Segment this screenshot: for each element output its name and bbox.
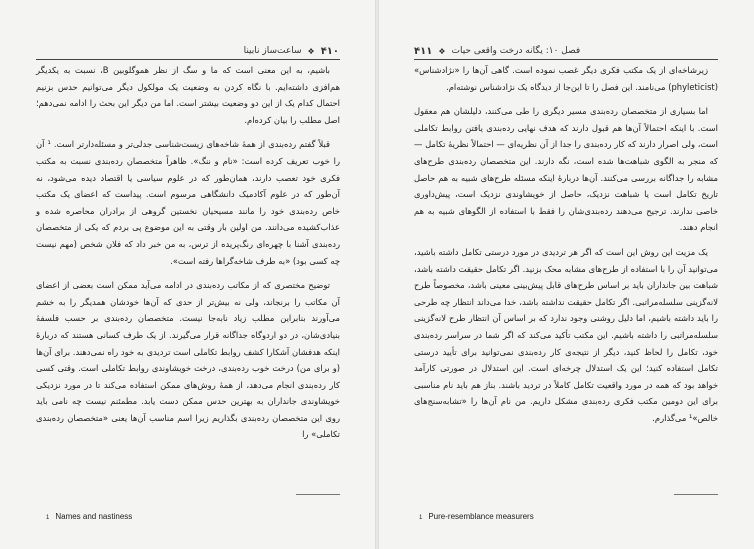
separator-ornament-icon: ❖ (438, 46, 446, 56)
page-number: ۴۱۱ (414, 45, 433, 57)
footnote-rule (674, 494, 718, 495)
right-page-header (414, 44, 718, 58)
paragraph: زیرشاخه‌ای از یک مکتب فکری دیگر غصب نموده است. گاهی آن‌ها را «نژادشناس» (phyleticist) می‌نامند. این فصل را تا این‌جا از دیدگاه یک نژادشناس نوشته‌ام. (414, 65, 718, 92)
footnote (419, 512, 534, 521)
paragraph: توضیح مختصری که از مکاتب رده‌بندی در ادامه می‌آید ممکن است بعضی از اعضای آن مکاتب را برنجاند، ولی نه بیش‌تر از حدی که آن‌ها خودشان همدیگر را به خشم می‌آورند بنابراین مطلب زیاد نابه‌جا نیست. متخصصان رده‌بندی بر حسب فلسفهٔ بنیادی‌شان، در دو اردوگاه جداگانه قرار می‌گیرند. از یک طرف کسانی هستند که دربارهٔ اینکه هدفشان آشکارا کشف روابط تکاملی است تردیدی به خود راه نمی‌دهند. برای آن‌ها (و برای من) درخت خوب رده‌بندی، درخت خویشاوندی روابط تکاملی است. وقتی کسی کار رده‌بندی انجام می‌دهد، از همهٔ روش‌های ممکن استفاده می‌کند تا در مورد نزدیکی خویشاوندی جانداران به بهترین حدس ممکن دست یابد. مطمئنم نیست چه نامی باید روی این متخصصان رده‌بندی بگذاریم زیرا اسم مناسب آن‌ها یعنی «متخصصان رده‌بندی تکاملی» را (36, 280, 340, 440)
footnote-rule (296, 494, 340, 495)
paragraph: اما بسیاری از متخصصان رده‌بندی مسیر دیگری را طی می‌کنند، دلیلشان هم معقول است. با اینکه احتمالاً آن‌ها هم قبول دارند که هدف نهایی رده‌بندی یافتن روابط تکاملی است، ولی اصرار دارند که کار رده‌بندی را جدا از آن نظریه‌ای — احتمالاً نظریهٔ تکامل — که منجر به الگوی شباهت‌ها شده است، نگه دارند. این متخصصان رده‌بندی طرح‌های مشابه را جداگانه بررسی می‌کنند. آن‌ها دربارهٔ اینکه مسئله طرح‌های شبیه به هم حاصل تاریخ تکامل است یا شباهت نزدیک، حاصل از خویشاوندی نزدیک است، پیش‌داوری خاصی ندارند. ترجیح می‌دهند رده‌بندی‌شان را فقط با استفاده از الگوهای شبیه به هم انجام دهند. (414, 106, 718, 233)
right-page-body (414, 62, 718, 426)
running-head: فصل ۱۰: یگانه درخت واقعی حیات (451, 46, 581, 56)
page-number: ۴۱۰ (320, 45, 339, 57)
paragraph: یک مزیت این روش این است که اگر هر تردیدی در مورد درستی تکامل داشته باشید، می‌توانید آن را با استفاده از طرح‌های مشابه محک بزنید. اگر تکامل حقیقت داشته باشد، شباهت بین جانداران باید بر اساس طرح‌های قابل پیش‌بینی معینی باشد، مخصوصاً طرح لانه‌گزینی سلسله‌مراتبی. اگر تکامل حقیقت نداشته باشد، خدا می‌داند انتظار چه طرحی را باید داشته باشیم، اما دلیل روشنی وجود ندارد که بر اساس آن انتظار طرح لانه‌گزینی سلسله‌مراتبی را داشته باشیم. این مکتب تأکید می‌کند که اگر شما در سراسر رده‌بندی خود، تکامل را لحاظ کنید، دیگر از نتیجه‌ی کار رده‌بندی نمی‌توانید برای تأیید درستی تکامل استفاده کنید؛ این یک استدلال چرخه‌ای است. این استدلال در صورتی کارآمد خواهد بود که همه در مورد واقعیت تکامل کاملاً در تردید باشند. بناز هم باید نام مناسبی برای این دومین مکتب فکری رده‌بندی مشکل داریم. من نام آن‌ها را «تشابه‌سنج‌های خالص»¹ می‌گذارم. (414, 246, 718, 423)
paragraph: قبلاً گفتم رده‌بندی از همهٔ شاخه‌های زیست‌شناسی جدلی‌تر و مسئله‌دارتر است. ¹ آن را خوب تعریف کرده است: «نام و ننگ». ظاهراً متخصصان رده‌بندی نسبت به مکتب فکری خود تعصب دارند، همان‌طور که در علوم سیاسی یا اقتصاد دیده می‌شود، نه آن‌طور که در علوم آکادمیک دانشگاهی مرسوم است. پیداست که اعضای یک مکتب خاص رده‌بندی خود را مانند مسیحیان نخستین گروهی از برادران محاصره شده و عذاب‌کشیده می‌دانند. من اولین بار وقتی به این موضوع پی بردم که یکی از متخصصان رده‌بندی آشنا با چهره‌ای رنگ‌پریده از ترس، به من خبر داد که فلان شخص (مهم نیست چه کسی بود) «به طرف شاخه‌گراها رفته است». (36, 139, 340, 266)
header-rule (36, 59, 340, 60)
separator-ornament-icon: ❖ (307, 46, 315, 56)
paragraph: باشیم، به این معنی است که ما و سگ از نظر هموگلوبین B، نسبت به یکدیگر هم‌افزی داشته‌ایم. با نگاه کردن به وضعیت یک مولکول دیگر می‌توانیم حدس بزنیم احتمال کدام یک از این دو وضعیت بیشتر است. اما من دیگر این بحث را ادامه نمی‌دهم؛ اصل مطلب را بیان کرده‌ام. (36, 65, 340, 125)
right-page (379, 0, 754, 549)
footnote (46, 512, 132, 521)
footnote-text: Names and nastiness (55, 512, 133, 521)
left-page-body (36, 62, 340, 443)
running-head: ساعت‌ساز نابینا (243, 46, 302, 56)
footnote-number: 1 (419, 515, 423, 521)
left-page (0, 0, 375, 549)
footnote-number: 1 (46, 515, 50, 521)
footnote-text: Pure-resemblance measurers (428, 512, 534, 521)
left-page-header (35, 44, 339, 58)
header-rule (414, 59, 718, 60)
